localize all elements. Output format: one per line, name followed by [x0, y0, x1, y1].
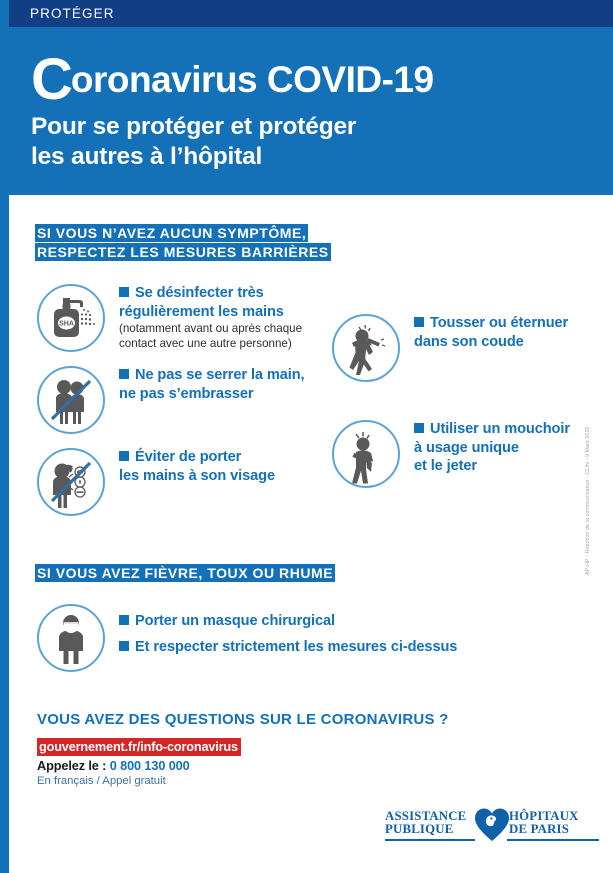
section-heading-no-symptoms [37, 224, 329, 262]
aphp-logo-right-text [509, 810, 599, 836]
phone-number: 0 800 130 000 [109, 759, 190, 773]
aphp-logo-left-text [385, 810, 473, 836]
page-title [31, 47, 434, 112]
measure-single-use-tissue-text [414, 420, 570, 476]
measure-title-line-2: régulièrement les mains [119, 303, 284, 320]
measure-title-line-1: Tousser ou éternuer [430, 315, 569, 331]
aphp-logo-left-line-2: PUBLIQUE [385, 822, 454, 837]
page-title-initial: C [31, 47, 71, 112]
measure-cough-into-elbow-text [414, 314, 568, 351]
measure-hand-disinfection-note [119, 322, 302, 351]
measure-cough-into-elbow-title [414, 314, 568, 351]
page-subtitle-line-1: Pour se protéger et protéger [31, 113, 357, 140]
no-touching-face-icon [37, 448, 105, 516]
section-heading-symptoms-text: SI VOUS AVEZ FIÈVRE, TOUX OU RHUME [37, 565, 334, 581]
credit-line: AP-HP - Direction de la communication - CLIN - 9 Mars 2020 [585, 426, 591, 575]
measure-title-line-2: dans son coude [414, 333, 524, 350]
hand-sanitizer-bottle-icon [37, 284, 105, 352]
left-edge-stripe [0, 0, 9, 873]
tag-label: PROTÉGER [30, 6, 115, 21]
page-subtitle [31, 112, 551, 172]
measure-no-handshake-title [119, 366, 304, 403]
top-tag-bar [0, 0, 613, 27]
info-coronavirus-url[interactable]: gouvernement.fr/info-coronavirus [37, 738, 241, 756]
symptom-item-2 [119, 638, 457, 657]
phone-line [37, 759, 190, 773]
aphp-logo [385, 808, 585, 850]
bullet-square-icon [414, 317, 424, 327]
bullet-square-icon [119, 287, 129, 297]
measure-title-line-1: Utiliser un mouchoir [430, 421, 570, 437]
section-heading-no-symptoms-line-1: SI VOUS N’AVEZ AUCUN SYMPTÔME, [37, 225, 307, 241]
bullet-square-icon [119, 641, 129, 651]
measure-title-line-1: Ne pas se serrer la main, [135, 367, 305, 383]
measure-wear-surgical-mask-text [119, 612, 457, 656]
measure-title-line-2: ne pas s’embrasser [119, 385, 254, 402]
aphp-logo-rule-right [507, 839, 599, 841]
measure-title-line-3: et le jeter [414, 458, 477, 474]
page-title-rest: oronavirus COVID-19 [70, 59, 434, 100]
section-heading-no-symptoms-line-2: RESPECTEZ LES MESURES BARRIÈRES [37, 244, 329, 260]
aphp-logo-right-line-2: DE PARIS [509, 822, 570, 837]
phone-label: Appelez le : [37, 759, 110, 773]
measure-hand-disinfection-title [119, 284, 302, 321]
person-wearing-mask-icon [37, 604, 105, 672]
symptom-item-1 [119, 612, 457, 631]
measure-no-handshake-text [119, 366, 304, 403]
heart-with-bird-icon [473, 806, 511, 844]
measure-note-line-1: (notamment avant ou après chaque [119, 322, 303, 335]
svg-text:SHA: SHA [59, 320, 74, 328]
page-subtitle-line-2: les autres à l’hôpital [31, 143, 263, 170]
aphp-logo-right-line-1: HÔPITAUX [509, 809, 579, 823]
section-heading-symptoms [37, 564, 333, 583]
bullet-square-icon [119, 451, 129, 461]
aphp-logo-rule-left [385, 839, 475, 841]
aphp-logo-left-line-1: ASSISTANCE [385, 809, 467, 823]
single-use-tissue-icon [332, 420, 400, 488]
phone-note: En français / Appel gratuit [37, 775, 166, 787]
bullet-square-icon [119, 615, 129, 625]
bullet-square-icon [414, 423, 424, 433]
measure-avoid-face-touching-text [119, 448, 275, 485]
measure-title-line-1: Éviter de porter [135, 449, 242, 465]
measure-single-use-tissue-title [414, 420, 570, 476]
cough-into-elbow-icon [332, 314, 400, 382]
questions-heading: VOUS AVEZ DES QUESTIONS SUR LE CORONAVIRUS ? [37, 711, 449, 728]
poster-header [0, 27, 613, 195]
no-handshake-no-kiss-icon [37, 366, 105, 434]
measure-note-line-2: contact avec une autre personne) [119, 336, 292, 350]
measure-title-line-2: les mains à son visage [119, 467, 275, 484]
measure-title-line-2: à usage unique [414, 439, 519, 456]
symptom-item-2-label: Et respecter strictement les mesures ci-dessus [135, 638, 458, 655]
bullet-square-icon [119, 369, 129, 379]
measure-avoid-face-touching-title [119, 448, 275, 485]
measure-title-line-1: Se désinfecter très [135, 285, 264, 301]
measure-hand-disinfection-text [119, 284, 302, 351]
symptom-item-1-label: Porter un masque chirurgical [135, 613, 335, 629]
